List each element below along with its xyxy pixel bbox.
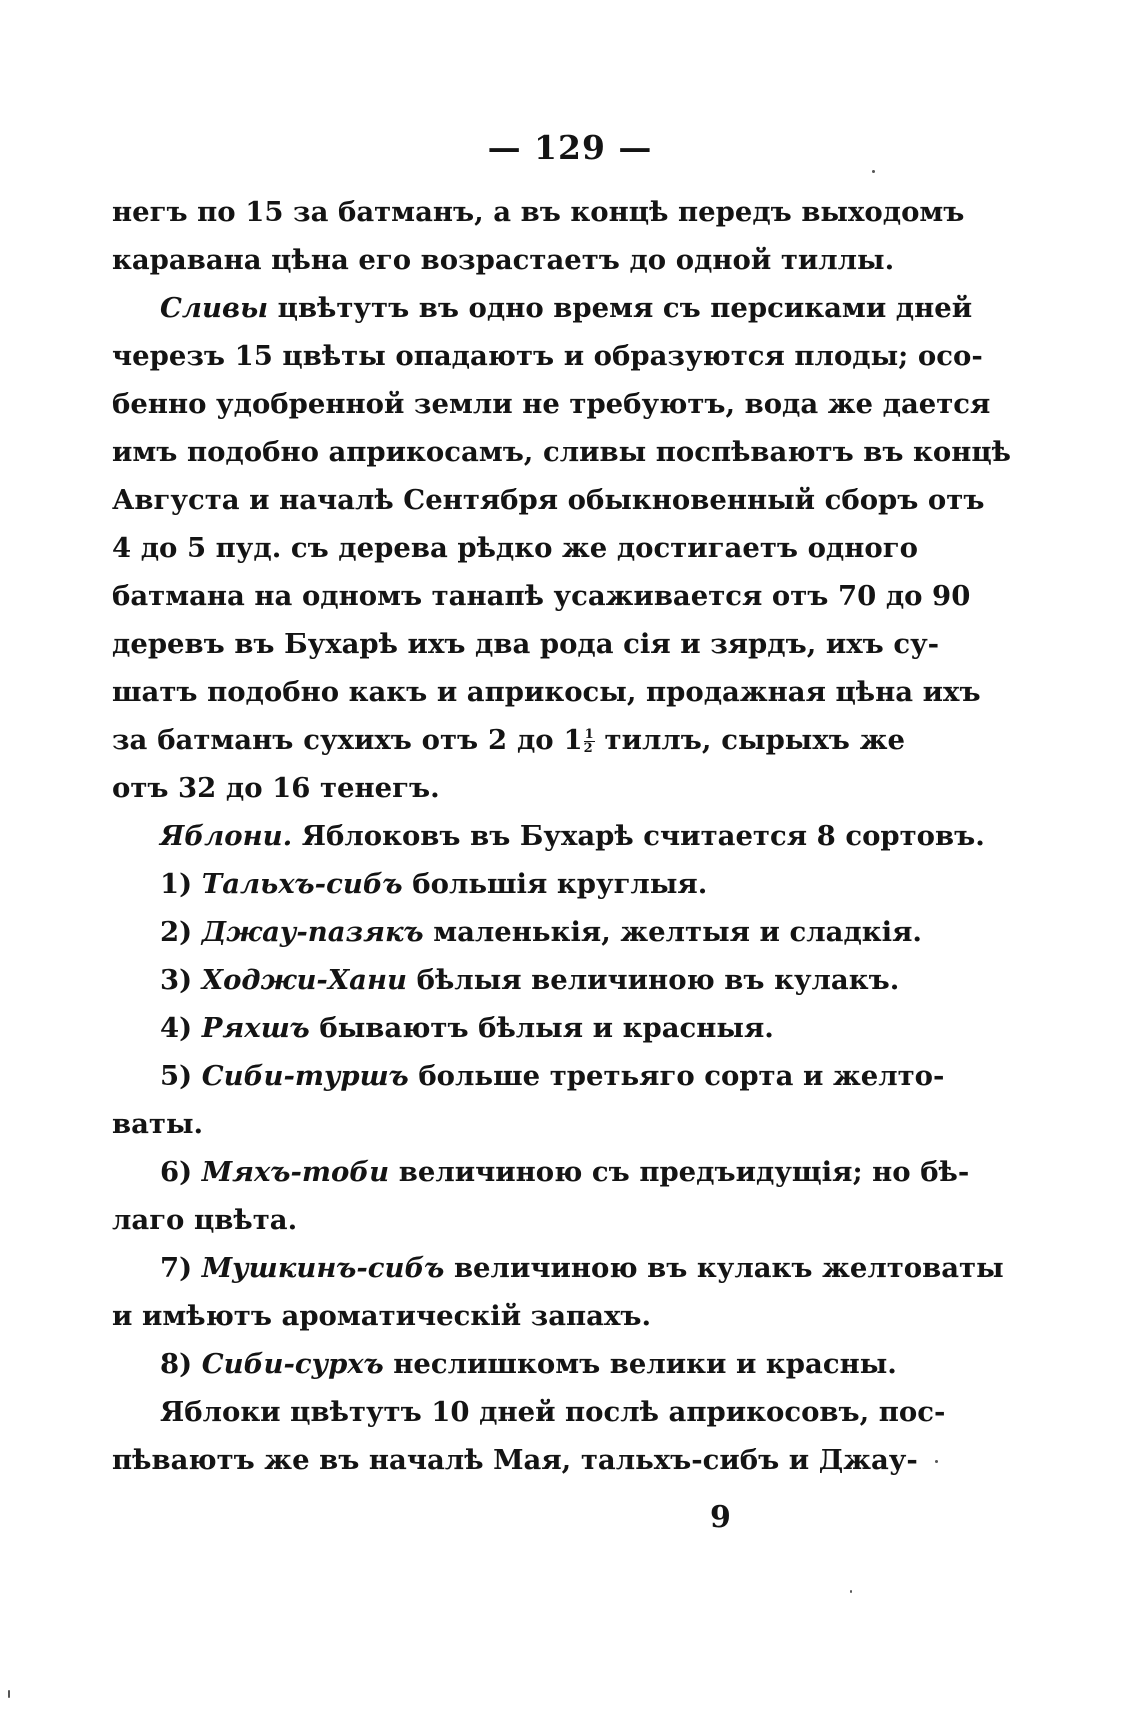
text-line: батмана на одномъ танапѣ усаживается отъ 70 до 90 [112, 580, 971, 612]
sort-name: Мушкинъ-сибъ [201, 1252, 445, 1284]
text-line: отъ 32 до 16 тенегъ. [112, 772, 440, 804]
page-number-header: — 129 — [487, 128, 653, 167]
list-number: 4) [160, 1012, 193, 1044]
text-line: пѣваютъ же въ началѣ Мая, тальхъ-сибъ и Джау- [112, 1444, 918, 1476]
list-number: 6) [160, 1156, 193, 1188]
text-line: шатъ подобно какъ и априкосы, продажная цѣна ихъ [112, 676, 981, 708]
list-item [112, 1052, 945, 1100]
text-line: 4 до 5 пуд. съ дерева рѣдко же достигаетъ одного [112, 532, 918, 564]
fraction-denominator: 2 [583, 741, 593, 756]
list-number: 5) [160, 1060, 193, 1092]
sort-name: Мяхъ-тоби [201, 1156, 390, 1188]
scan-speck [850, 1590, 852, 1593]
scan-speck [935, 1460, 938, 1463]
list-item [112, 1004, 905, 1052]
list-item [112, 908, 922, 956]
sort-description: неслишкомъ велики и красны. [383, 1348, 897, 1380]
list-number: 8) [160, 1348, 193, 1380]
sort-name: Джау-пазякъ [201, 916, 424, 948]
text-line: деревъ въ Бухарѣ ихъ два рода сія и зярдъ, ихъ су- [112, 628, 940, 660]
term-apples: Яблони. [160, 820, 293, 852]
term-plums: Сливы [160, 292, 269, 324]
text-fragment: за батманъ сухихъ отъ 2 до 1 [112, 724, 583, 756]
text-line [112, 284, 973, 332]
sort-name: Сиби-сурхъ [201, 1348, 384, 1380]
sort-name: Ряхшъ [201, 1012, 310, 1044]
fraction-half [584, 728, 595, 755]
text-line: черезъ 15 цвѣты опадаютъ и образуются плоды; осо- [112, 340, 983, 372]
text-line [112, 716, 905, 764]
sort-name: Сиби-туршъ [201, 1060, 409, 1092]
sort-description: большія круглыя. [402, 868, 708, 900]
list-item [112, 956, 905, 1004]
sort-description: бѣлыя величиною въ кулакъ. [407, 964, 900, 996]
text-line [112, 812, 985, 860]
text-line: негъ по 15 за батманъ, а въ концѣ передъ выходомъ [112, 196, 965, 228]
list-item-continuation: лаго цвѣта. [112, 1204, 298, 1236]
signature-mark: 9 [710, 1500, 731, 1535]
text-fragment: Яблоковъ въ Бухарѣ считается 8 сортовъ. [292, 820, 985, 852]
text-line: Яблоки цвѣтутъ 10 дней послѣ априкосовъ, пос- [160, 1396, 946, 1428]
sort-description: величиною съ предъидущія; но бѣ- [389, 1156, 970, 1188]
sort-name: Тальхъ-сибъ [201, 868, 403, 900]
text-line: бенно удобренной земли не требуютъ, вода же дается [112, 388, 991, 420]
text-line: имъ подобно априкосамъ, сливы поспѣваютъ въ концѣ [112, 436, 1012, 468]
sort-description: бываютъ бѣлыя и красныя. [309, 1012, 774, 1044]
list-item [112, 1340, 905, 1388]
fraction-numerator: 1 [584, 727, 594, 742]
text-fragment: цвѣтутъ въ одно время съ персиками дней [268, 292, 973, 324]
list-number: 3) [160, 964, 193, 996]
list-item [112, 1148, 970, 1196]
scan-speck [8, 1690, 10, 1698]
sort-description: больше третьяго сорта и желто- [408, 1060, 945, 1092]
list-number: 7) [160, 1252, 193, 1284]
sort-description: маленькія, желтыя и сладкія. [423, 916, 922, 948]
list-number: 2) [160, 916, 193, 948]
scan-speck [872, 170, 875, 173]
text-line: Августа и началѣ Сентября обыкновенный сборъ отъ [112, 484, 985, 516]
text-line: каравана цѣна его возрастаетъ до одной тиллы. [112, 244, 895, 276]
list-item-continuation: и имѣютъ ароматическій запахъ. [112, 1300, 652, 1332]
list-item-continuation: ваты. [112, 1108, 204, 1140]
list-item [112, 860, 905, 908]
page-body [112, 188, 1012, 1484]
sort-description: величиною въ кулакъ желтоваты [444, 1252, 1004, 1284]
text-fragment: тиллъ, сырыхъ же [594, 724, 905, 756]
list-number: 1) [160, 868, 193, 900]
sort-name: Ходжи-Хани [201, 964, 408, 996]
list-item [112, 1244, 1004, 1292]
